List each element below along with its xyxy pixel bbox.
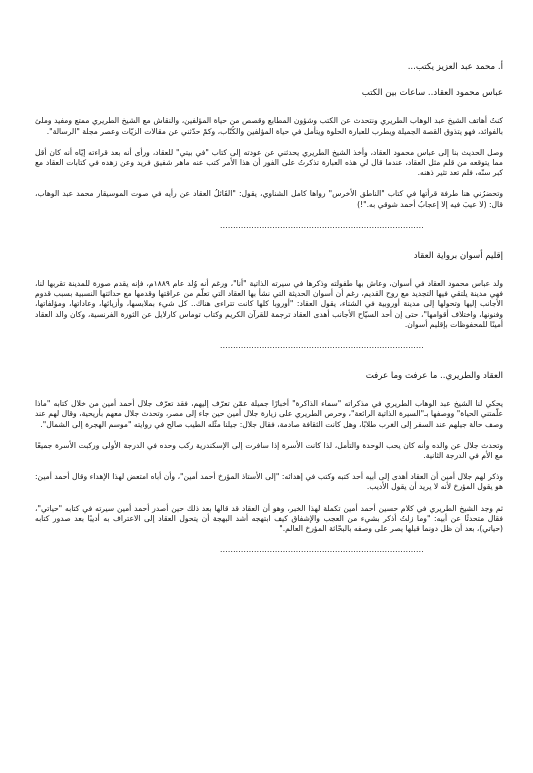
section-2 bbox=[35, 251, 503, 330]
section-title: العقاد والطريري.. ما عرفت وما عرفت bbox=[365, 371, 503, 382]
paragraph: ولد عباس محمود العقاد في أسوان، وعاش بها طفولته وذكرها في سيرته الذاتية "أنا"، ورغم أنه وُلد عام ١٨٨٩م، فإنه يقدم صورة للمدينة تقربها لنا، فهي مدينة يلتقي فيها التجديد مع روح القديم، رغم أن أسوان الحديثة التي نشأ بها العقاد التي تعلّم من عراقتها وقدمها مع حداثتها النسبية بسبب قدوم الأجانب إليها وتحولها إلى مدينة أوروبية في الشتاء، يقول العقاد: "أوروبا كلها كانت تتراءى هناك.. كل شيء بملابسها، وأزيائها، وعاداتها، ومؤلفاتها، وفنونها، واختلاف أقوامها"، حتى إن أحد السيّاح الأجانب أهدى العقاد ترجمة للقرآن الكريم وكتاب توماس كارلايل عن الثورة الفرنسية، وكان والد العقاد أمينًا للمحفوظات بإقليم أسوان. bbox=[35, 279, 504, 329]
section-title: عباس محمود العقاد.. ساعات بين الكتب bbox=[361, 88, 503, 99]
section-1 bbox=[35, 88, 503, 210]
paragraph: وتحضرُني هنا طرفة قرأتها في كتاب "الناطق الأخرس" رواها كامل الشناوي، يقول: "القَائلُ العقاد عن رأيه في صوت الموسيقار محمد عبد الوهاب، قال: (لا عيبَ فيه إلا إعجابُ أحمد شوقي به."!) bbox=[35, 189, 503, 209]
paragraph: وتحدث جلال عن والده وأنه كان يحب الوحدة والتأمل، لذا كانت الأسرة إذا سافرت إلى الإسكندرية ركب وحده في الدرجة الأولى وركبت الأسرة جميعًا مع الأم في الدرجة الثانية. bbox=[35, 440, 503, 461]
section-divider: .............................................................................. bbox=[220, 341, 424, 351]
article bbox=[35, 62, 503, 575]
section-title: إقليم أسوان برواية العقاد bbox=[413, 250, 503, 261]
paragraph: ثم وجد الشيخ الطريري في كلام حسين أحمد أمين تكملة لهذا الخبر، وهو أن العقاد قد قالها بعد ذلك حين أصدر أحمد أمين سيرته في كتابه "حياتي"، فقال متحدثًا عن أبيه: "وما زلتُ أذكر بشيء من العجب والإشفاق كيف ابتهجه أشد البهجة أن يتحول العقاد إلى الاعتراف به أديبًا بعد صدور كتابه (حياتي)، بعد أن ظل دونما قبلها يصر على وصفه بالبحّاثة المؤرخ العالم." bbox=[35, 503, 503, 534]
paragraph: كنتُ أهاتف الشيخ عبد الوهاب الطريري ونتحدث عن الكتب وشؤون المطابع وقصص من حياة المؤلفين، والنقاش مع الشيخ الطريري ممتع ومفيد وملئ بالفوائد، فهو يتذوق القصة الجميلة ويطرب للعبارة الحلوة ويتأمل في حياة المؤلفين والكُتّاب، وكمْ حدّثني عن مقالات الزيّات وعصر مجلة "الرسالة". bbox=[35, 116, 503, 136]
section-divider: .............................................................................. bbox=[220, 545, 424, 555]
paragraph: يحكي لنا الشيخ عبد الوهاب الطريري في مذكراته "سماء الذاكرة" أخبارًا جميلة عمّن تعرّف إليهم، فقد تعرّف جلال أحمد أمين من خلال كتابه "ماذا علّمتني الحياة" ووصفها بـ"السيرة الذاتية الرائعة"، وحرص الطريري على زيارة جلال أمين حين جاء إلى مصر، وتحدث جلال معهم بأريحية، وقال لهم عند وصف حالة جيلهم عند السفر إلى الغرب طلابًا، وهل كانت الثقافة صادمة، فقال جلال: جيلنا مثّله الطيب صالح في روايته "موسم الهجرة إلى الشمال". bbox=[35, 399, 503, 429]
paragraph: وذكر لهم جلال أمين أن العقاد أهدى إلى أبيه أحد كتبه وكتب في إهدائه: "إلى الأستاذ المؤرخ أحمد أمين"، وأن أباه امتعض لهذا الإهداء وقال أحمد أمين: هو يقول المؤرخ لأنه لا يريد أن يقول الأديب. bbox=[35, 472, 503, 492]
paragraph: وصل الحديث بنا إلى عباس محمود العقاد، وأخذ الشيخ الطريري يحدثني عن عودته إلى كتاب "في بيتي" للعقاد، ورأى أنه بعد قراءته إيّاه أنه كان أقل مما يتوقعه من قلم مثل العقاد، عندما قال لي هذه العبارة تذكرتُ على الفور أن هذا الأمر كتب عنه ماهر شفيق فريد وعن زهده في كتابات العقاد مع كبر سنّه، فلم تعد تثير ذهنه. bbox=[35, 147, 503, 178]
section-3 bbox=[35, 371, 503, 534]
author-byline: أ. محمد عبد العزيز يكتب... bbox=[407, 62, 503, 72]
section-divider: .............................................................................. bbox=[220, 220, 424, 230]
